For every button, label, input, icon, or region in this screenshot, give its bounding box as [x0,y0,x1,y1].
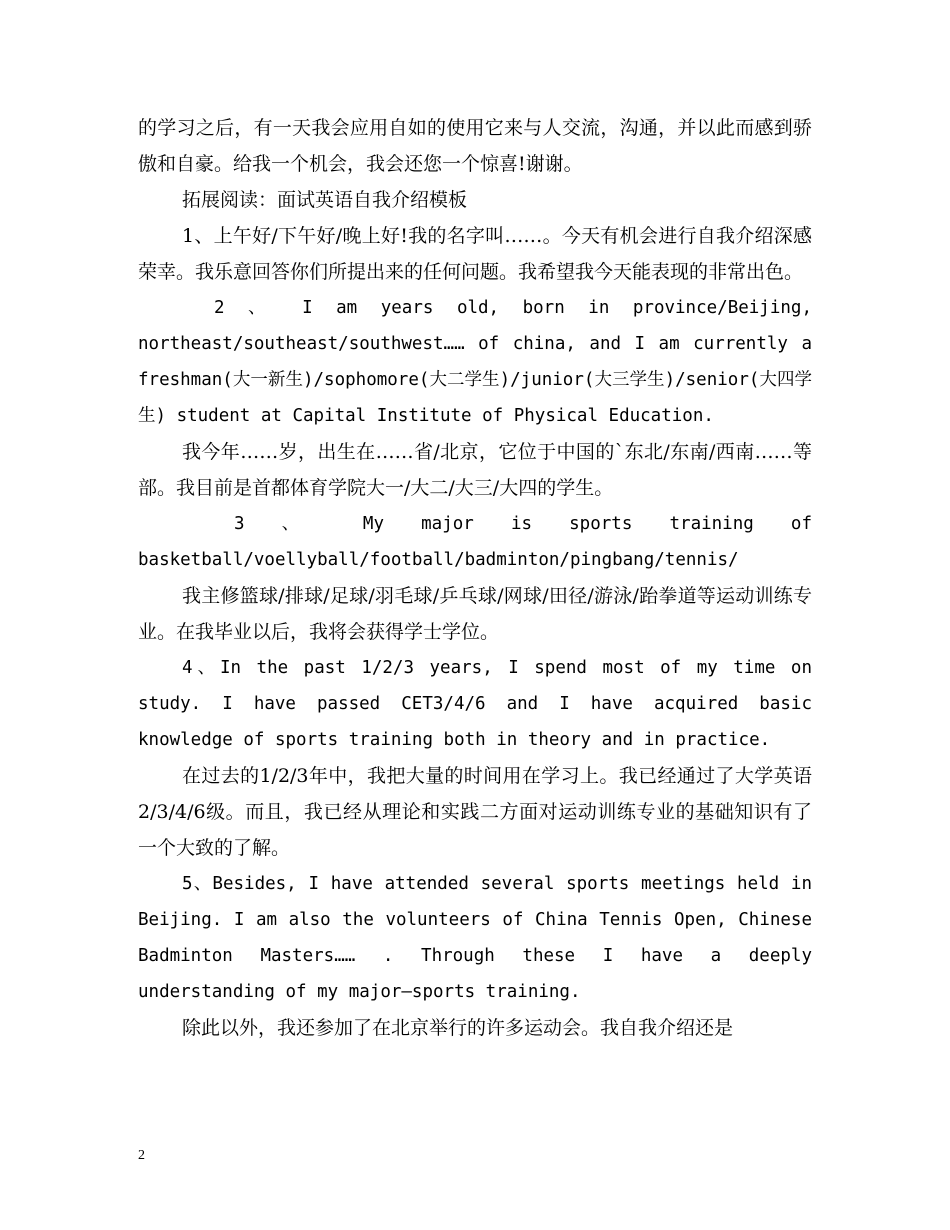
paragraph-item-1-cn: 1、上午好/下午好/晚上好!我的名字叫……。今天有机会进行自我介绍深感荣幸。我乐意回答你们所提出来的任何问题。我希望我今天能表现的非常出色。 [138,225,812,283]
paragraph-item-2-cn: 我今年……岁，出生在……省/北京，它位于中国的`东北/东南/西南……等部。我目前是首都体育学院大一/大二/大三/大四的学生。 [138,441,812,499]
paragraph-item-4-cn: 在过去的1/2/3年中，我把大量的时间用在学习上。我已经通过了大学英语2/3/4/6级。而且，我已经从理论和实践二方面对运动训练专业的基础知识有了一个大致的了解。 [138,765,812,859]
paragraph-item-5-en: 5、Besides, I have attended several sports meetings held in Beijing. I am also the volunteers of China Tennis Open, Chinese Badminton Masters…… . Through these I have a deeply understanding of my major—sports training. [138,874,812,1002]
page-number: 2 [138,1148,145,1163]
paragraph-item-3-cn: 我主修篮球/排球/足球/羽毛球/乒乓球/网球/田径/游泳/跆拳道等运动训练专业。在我毕业以后，我将会获得学士学位。 [138,585,812,643]
paragraph-continuation: 的学习之后，有一天我会应用自如的使用它来与人交流，沟通，并以此而感到骄傲和自豪。给我一个机会，我会还您一个惊喜!谢谢。 [138,117,812,175]
document-body [138,110,812,1046]
paragraph-item-2-en: 2 、 I am years old, born in province/Beijing, northeast/southeast/southwest…… of china, and I am currently a freshman(大一新生)/sophomore(大二学生)/junior(大三学生)/senior(大四学生) student at Capital Institute of Physical Education. [138,298,812,426]
paragraph-item-3-en: 3 、 My major is sports training of basketball/voellyball/football/badminton/pingbang/tennis/ [138,514,812,570]
paragraph-item-4-en: 4、In the past 1/2/3 years, I spend most of my time on study. I have passed CET3/4/6 and I have acquired basic knowledge of sports training both in theory and in practice. [138,658,812,750]
paragraph-item-5-cn: 除此以外，我还参加了在北京举行的许多运动会。我自我介绍还是 [182,1017,734,1039]
paragraph-heading-extended-reading: 拓展阅读：面试英语自我介绍模板 [182,189,468,211]
